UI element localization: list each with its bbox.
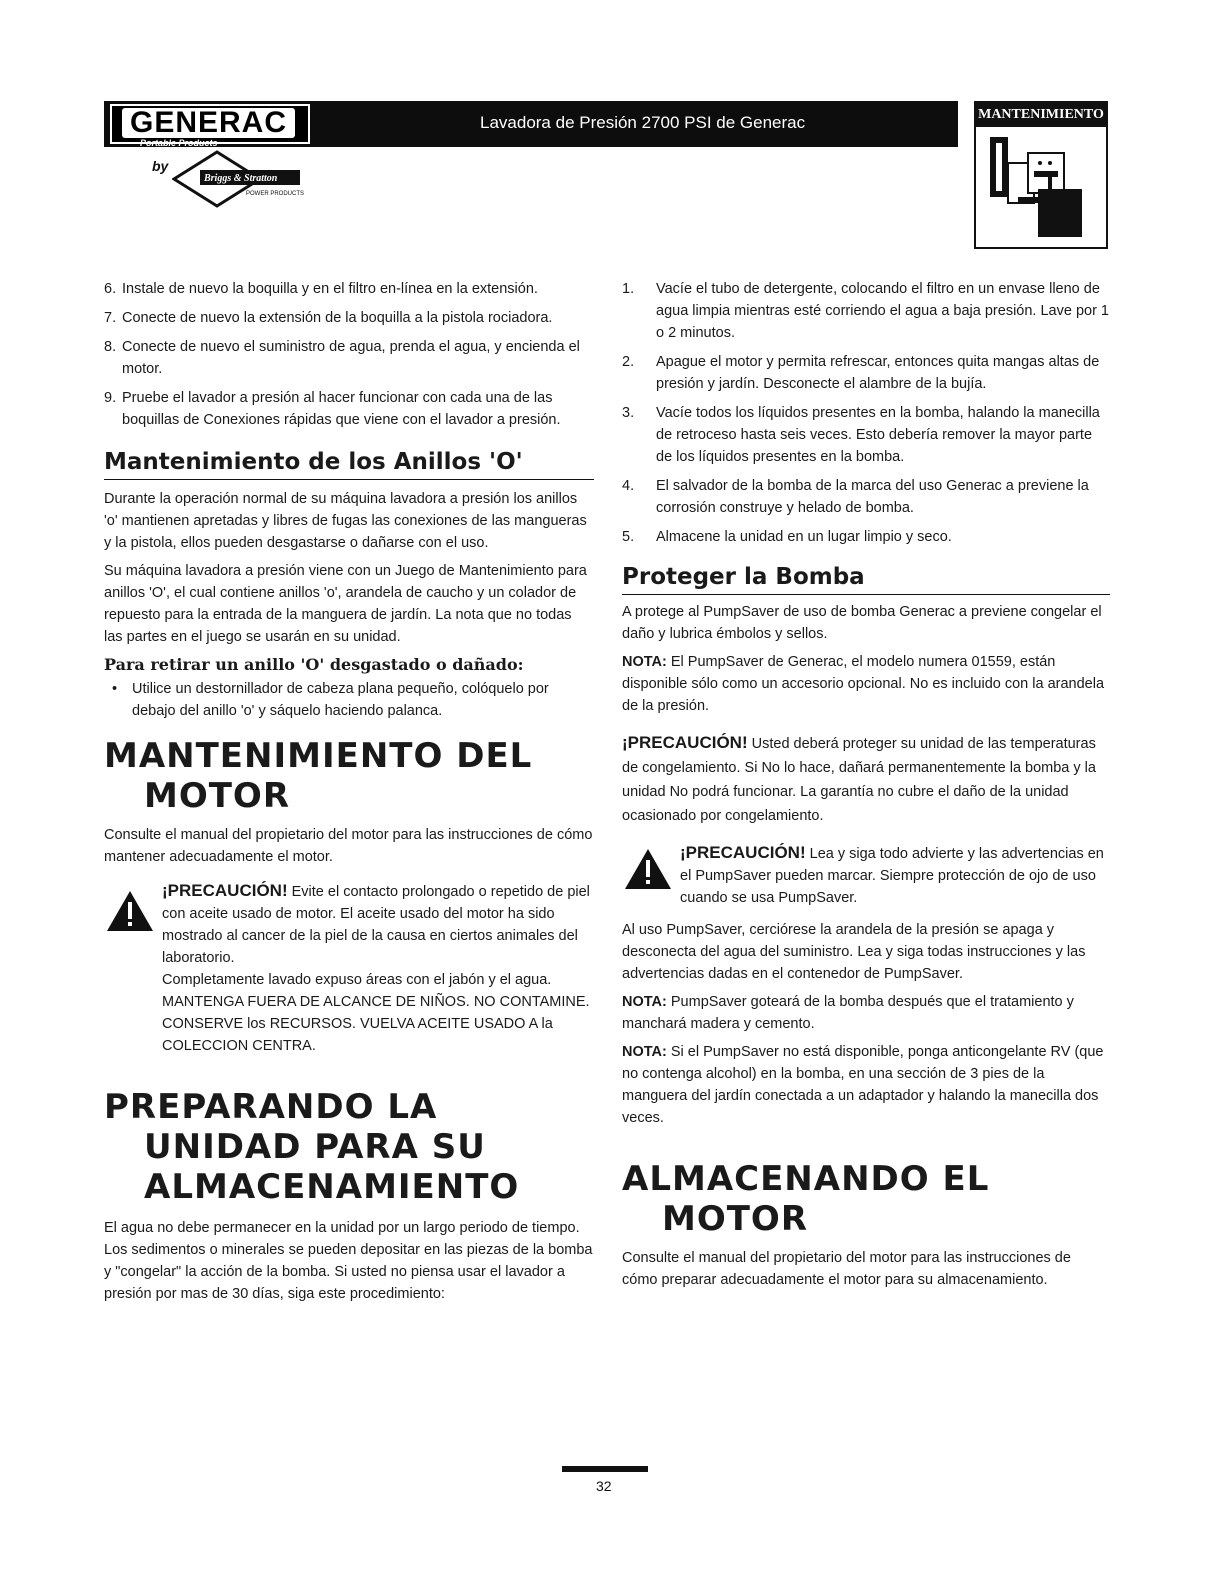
caution-label: ¡PRECAUCIÓN!: [680, 843, 806, 862]
storage-prep-heading: PREPARANDO LA UNIDAD PARA SU ALMACENAMIENTO: [104, 1087, 520, 1207]
caution-wash: Completamente lavado expuso áreas con el jabón y el agua.: [162, 972, 552, 988]
list-item: 9. Pruebe el lavador a presión al hacer funcionar con cada una de las boquillas de Conexiones rápidas que viene con el lavador a presión.: [104, 390, 561, 428]
pump-paragraph-1: A protege al PumpSaver de uso de bomba Generac a previene congelar el daño y lubrica émbolos y sellos.: [622, 604, 1102, 642]
maintenance-tools-icon: [988, 133, 1094, 241]
right-column: [622, 278, 1110, 1297]
oring-subheading: Para retirar un anillo 'O' desgastado o dañado:: [104, 655, 524, 674]
oring-paragraph-2: Su máquina lavadora a presión viene con un Juego de Mantenimiento para anillos 'O', el cual contiene anillos 'o', arandela de caucho y un colador de repuesto para la entrada de la manguera de jardín. La nota que no todas las partes en el juego se usarán en su unidad.: [104, 563, 587, 645]
engine-maintenance-heading: MANTENIMIENTO DEL MOTOR: [104, 736, 533, 816]
briggs-stratton-logo: [172, 148, 312, 210]
page-number: 32: [596, 1478, 612, 1494]
list-item: 7. Conecte de nuevo la extensión de la boquilla a la pistola rociadora.: [104, 310, 553, 326]
caution-label: ¡PRECAUCIÓN!: [162, 881, 288, 900]
pump-caution-2: ¡PRECAUCIÓN! Lea y siga todo advierte y las advertencias en el PumpSaver pueden marcar. Siempre protección de ojo de uso cuando se usa PumpSaver.: [622, 842, 1110, 909]
list-item: • Utilice un destornillador de cabeza plana pequeño, colóquelo por debajo del anillo 'o' y sáquelo haciendo palanca.: [104, 678, 594, 722]
pump-note-2: NOTA: PumpSaver goteará de la bomba después que el tratamiento y manchará madera y cemento.: [622, 994, 1074, 1032]
warning-icon: [624, 848, 672, 890]
caution-children: MANTENGA FUERA DE ALCANCE DE NIÑOS. NO CONTAMINE. CONSERVE los RECURSOS. VUELVA ACEITE USADO A la COLECCION CENTRA.: [162, 994, 590, 1054]
engine-caution: ¡PRECAUCIÓN! Evite el contacto prolongado o repetido de piel con aceite usado de motor. El aceite usado del motor ha sido mostrado al cancer de la piel de la causa en ciertos animales del laboratorio. Completamente lavado expuso áreas con el jabón y el agua. MANTENGA FUERA DE ALCANCE DE NIÑOS. NO CONTAMINE. CONSERVE los RECURSOS. VUELVA ACEITE USADO A la COLECCION CENTRA.: [104, 880, 594, 1057]
engine-paragraph: Consulte el manual del propietario del motor para las instrucciones de cómo mantener adecuadamente el motor.: [104, 827, 593, 865]
page-number-bar: [562, 1466, 648, 1472]
section-tab-label: MANTENIMIENTO: [976, 103, 1106, 127]
list-item: 2. Apague el motor y permita refrescar, entonces quita mangas altas de presión y jardín. Desconecte el alambre de la bujía.: [622, 354, 1100, 392]
storage-paragraph: El agua no debe permanecer en la unidad por un largo periodo de tiempo. Los sedimentos o minerales se pueden depositar en las piezas de la bomba y "congelar" la acción de la bomba. Si usted no piensa usar el lavador a presión por mas de 30 días, siga este procedimiento:: [104, 1220, 593, 1302]
engine-storage-heading: ALMACENANDO EL MOTOR: [622, 1159, 990, 1239]
left-column: [104, 278, 594, 1311]
logo-wordmark: GENERAC: [122, 108, 295, 138]
list-item: 1. Vacíe el tubo de detergente, colocando el filtro en un envase lleno de agua limpia mientras esté corriendo el agua a baja presión. Lave por 1 o 2 minutos.: [622, 281, 1109, 341]
pump-note-3: NOTA: Si el PumpSaver no está disponible, ponga anticongelante RV (que no contenga alcohol) en la bomba, en una sección de 3 pies de la manguera del jardín conectada a un adaptador y halando la manecilla dos veces.: [622, 1044, 1104, 1126]
oring-paragraph-1: Durante la operación normal de su máquina lavadora a presión los anillos 'o' mantienen apretadas y libres de fugas las conexiones de las mangueras y la pistola, ellos pueden desgastarse o dañarse con el uso.: [104, 491, 587, 551]
pump-caution-1: ¡PRECAUCIÓN! Usted deberá proteger su unidad de las temperaturas de congelamiento. Si No lo hace, dañará permanentemente la bomba y la unidad No podrá funcionar. La garantía no cubre el daño de la unidad ocasionado por congelamiento.: [622, 733, 1096, 824]
caution-label: ¡PRECAUCIÓN!: [622, 733, 748, 752]
partner-name: Briggs & Stratton: [204, 173, 278, 184]
pump-heading: Proteger la Bomba: [622, 562, 1110, 595]
list-item: 4. El salvador de la bomba de la marca del uso Generac a previene la corrosión construye y helado de bomba.: [622, 478, 1089, 516]
section-tab-box: [974, 101, 1108, 249]
warning-icon: [106, 890, 154, 932]
generac-logo: [104, 101, 314, 147]
engine-storage-paragraph: Consulte el manual del propietario del motor para las instrucciones de cómo preparar adecuadamente el motor para su almacenamiento.: [622, 1250, 1071, 1288]
pump-note-1: NOTA: El PumpSaver de Generac, el modelo numera 01559, están disponible sólo como un accesorio opcional. No es incluido con la arandela de la presión.: [622, 654, 1105, 714]
list-item: 8. Conecte de nuevo el suministro de agua, prenda el agua, y encienda el motor.: [104, 339, 580, 377]
oring-heading: Mantenimiento de los Anillos 'O': [104, 447, 594, 480]
partner-sub: POWER PRODUCTS: [246, 191, 305, 197]
logo-frame: [110, 104, 310, 148]
list-item: 5. Almacene la unidad en un lugar limpio y seco.: [622, 529, 952, 545]
pump-paragraph-2: Al uso PumpSaver, cerciórese la arandela de la presión se apaga y desconecta del agua del suministro. Lea y siga todas instrucciones y las advertencias dadas en el contenedor de PumpSaver.: [622, 922, 1086, 982]
header-title: Lavadora de Presión 2700 PSI de Generac: [480, 113, 806, 132]
by-label: by: [152, 158, 169, 174]
list-item: 3. Vacíe todos los líquidos presentes en la bomba, halando la manecilla de retroceso hasta seis veces. Esto debería remover la mayor parte de los líquidos presentes en la bomba.: [622, 405, 1100, 465]
list-item: 6. Instale de nuevo la boquilla y en el filtro en-línea en la extensión.: [104, 281, 538, 297]
logo-subtitle: Portable Products: [140, 138, 218, 148]
bullet-mark: •: [112, 681, 118, 697]
